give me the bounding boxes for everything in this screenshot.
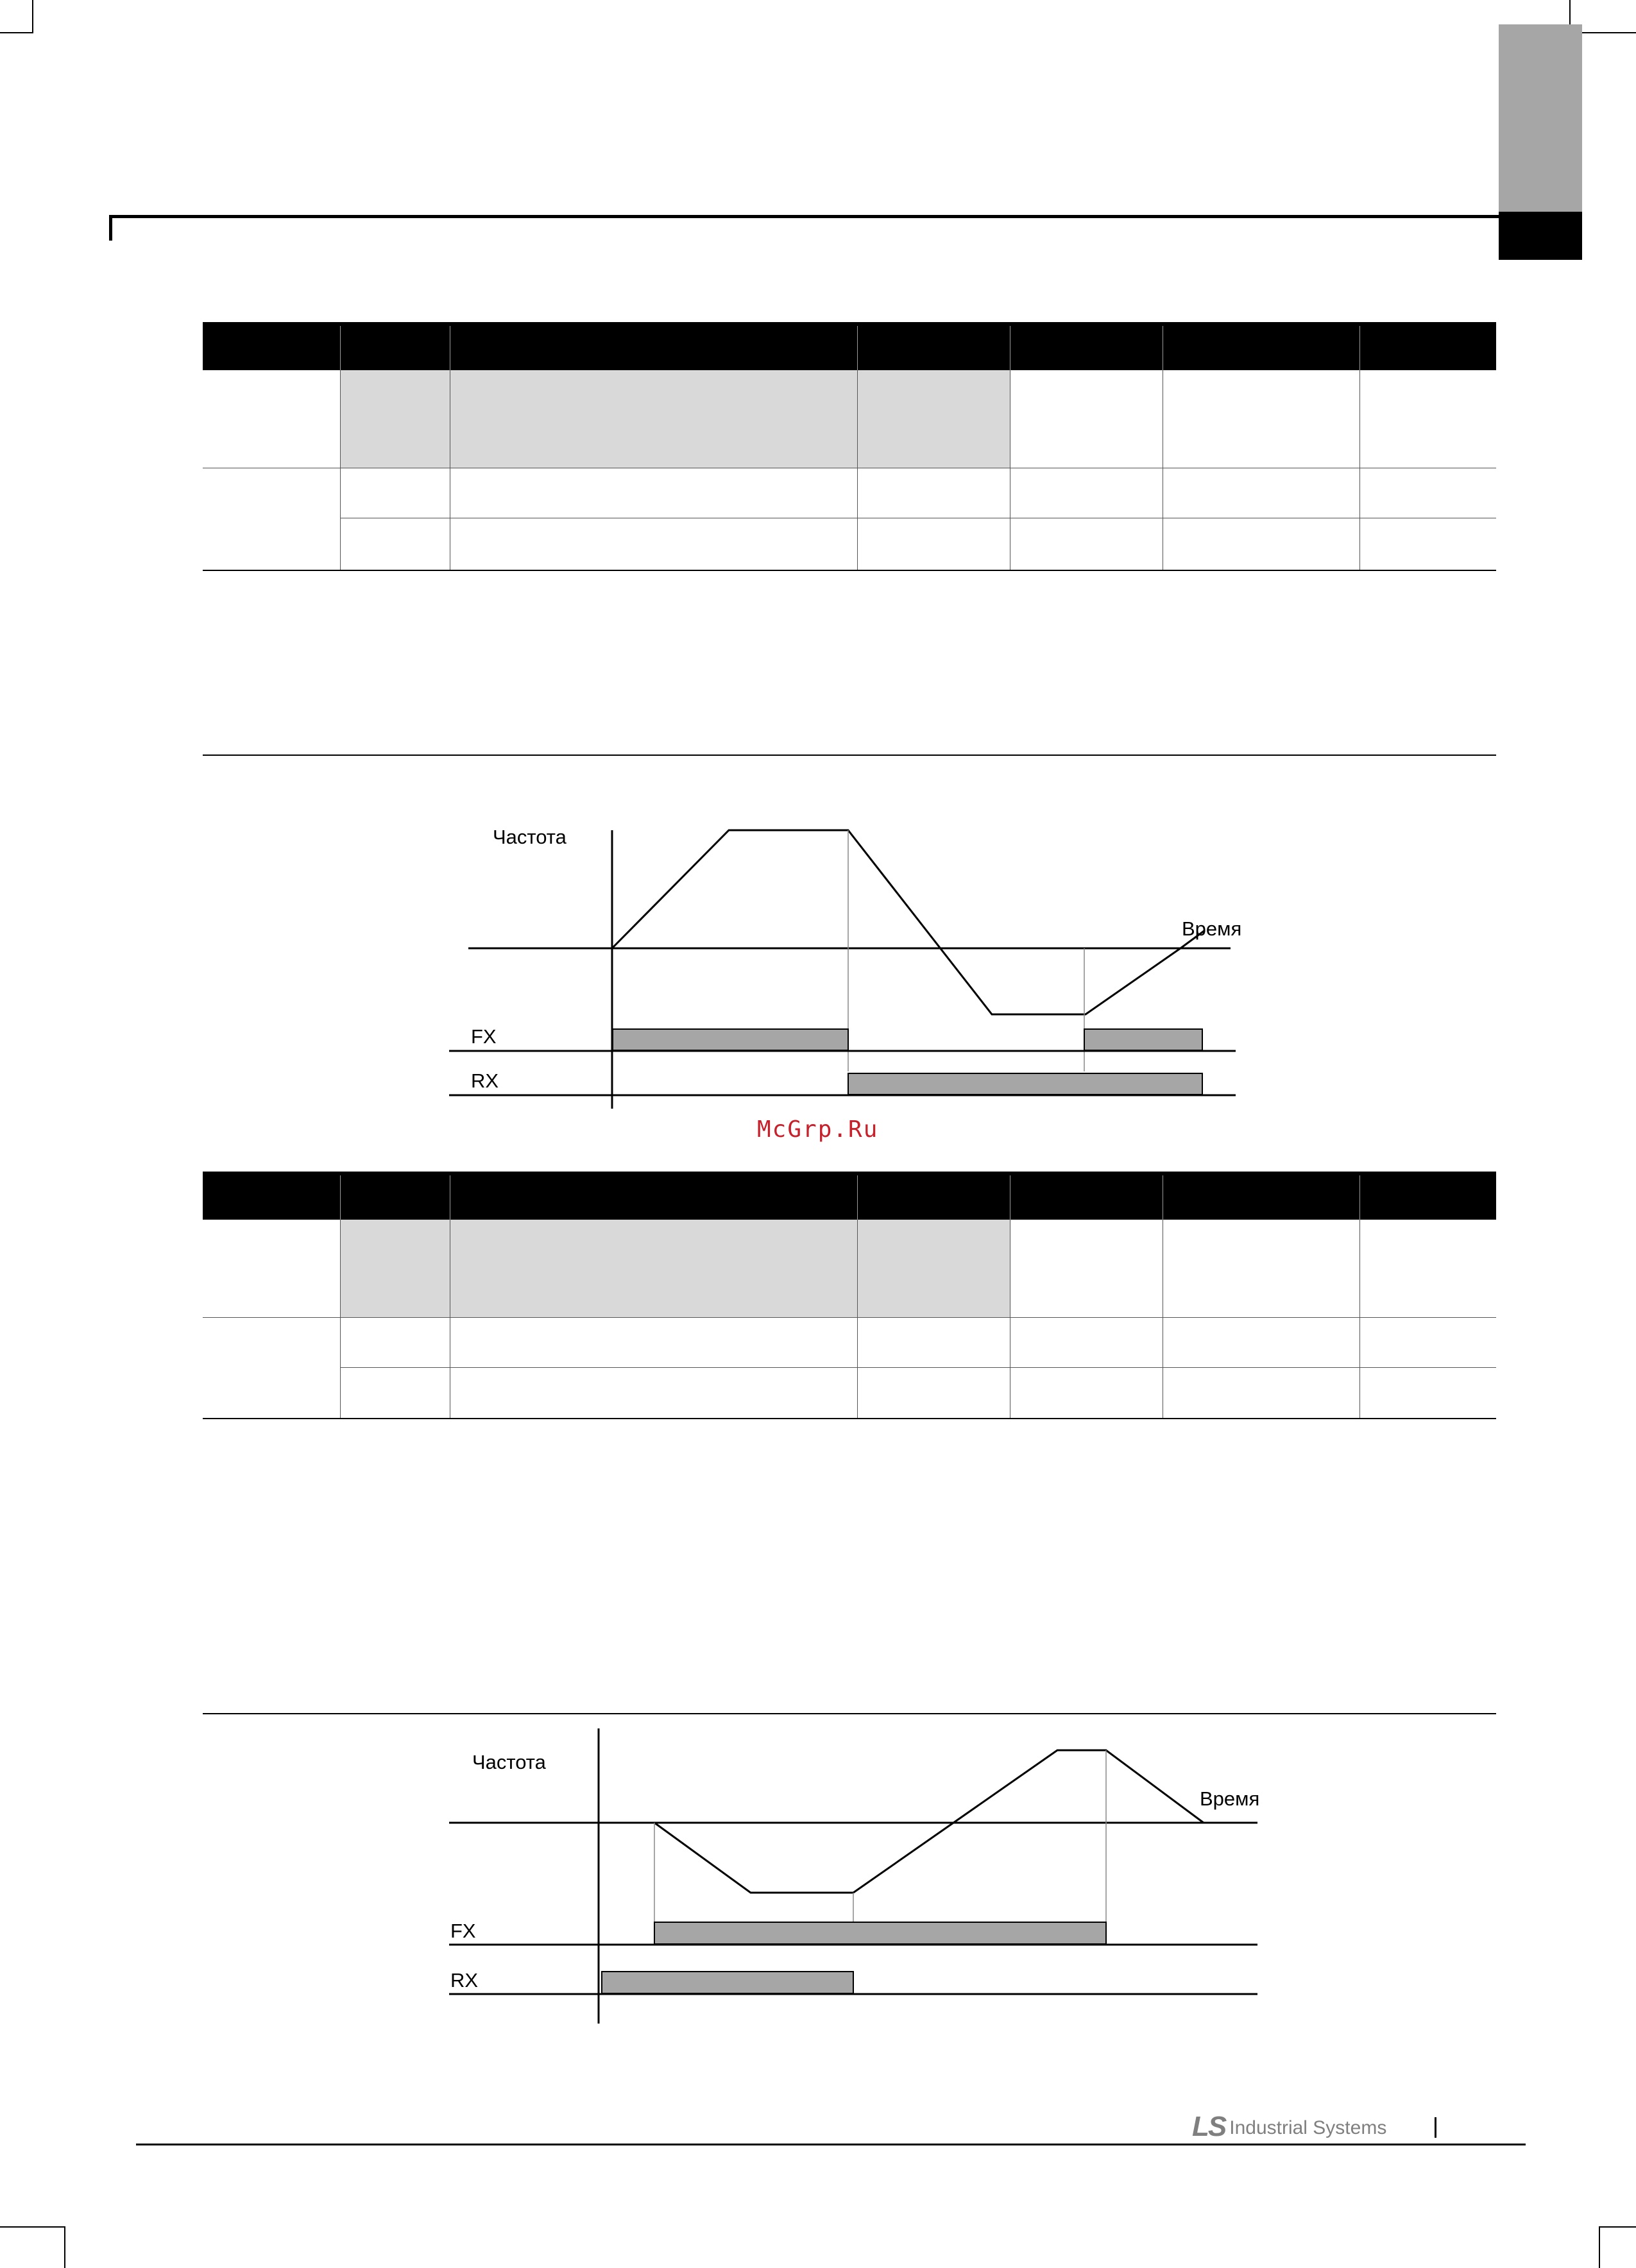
rx-signal-label: RX (471, 1070, 499, 1092)
frequency-axis-label: Частота (493, 826, 567, 848)
table-shaded-cell (341, 1220, 1010, 1317)
fx-on-pulse (654, 1922, 1106, 1944)
timing-diagram-1 (449, 815, 1283, 1116)
time-axis-label: Время (1200, 1787, 1260, 1810)
logo-text: Industrial Systems (1229, 2117, 1387, 2138)
table-header (203, 322, 1496, 370)
chapter-tab (1499, 24, 1582, 212)
header-rule-tick (109, 215, 112, 241)
fx-on-pulse (1084, 1029, 1202, 1050)
rx-on-pulse (848, 1073, 1202, 1095)
table-shaded-cell (341, 370, 1010, 468)
rx-on-pulse (602, 1972, 853, 1993)
watermark[interactable]: McGrp.Ru (757, 1116, 879, 1143)
footer-rule (136, 2144, 1526, 2145)
fx-on-pulse (613, 1029, 848, 1050)
parameter-table-1 (203, 322, 1496, 571)
footer-divider (1435, 2117, 1436, 2138)
company-logo (1192, 2111, 1387, 2142)
logo-mark: LS (1192, 2111, 1226, 2142)
chapter-tab-marker (1499, 212, 1582, 260)
fx-signal-label: FX (450, 1920, 476, 1942)
section-rule (203, 1713, 1496, 1714)
timing-diagram-2 (443, 1726, 1277, 2034)
time-axis-label: Время (1182, 917, 1242, 940)
rx-signal-label: RX (450, 1969, 479, 1991)
header-rule (109, 215, 1499, 218)
parameter-table-2 (203, 1172, 1496, 1420)
frequency-curve (654, 1750, 1204, 1893)
fx-signal-label: FX (471, 1025, 497, 1048)
section-rule (203, 755, 1496, 756)
frequency-curve (612, 830, 1205, 1014)
table-header (203, 1172, 1496, 1220)
frequency-axis-label: Частота (472, 1751, 546, 1773)
